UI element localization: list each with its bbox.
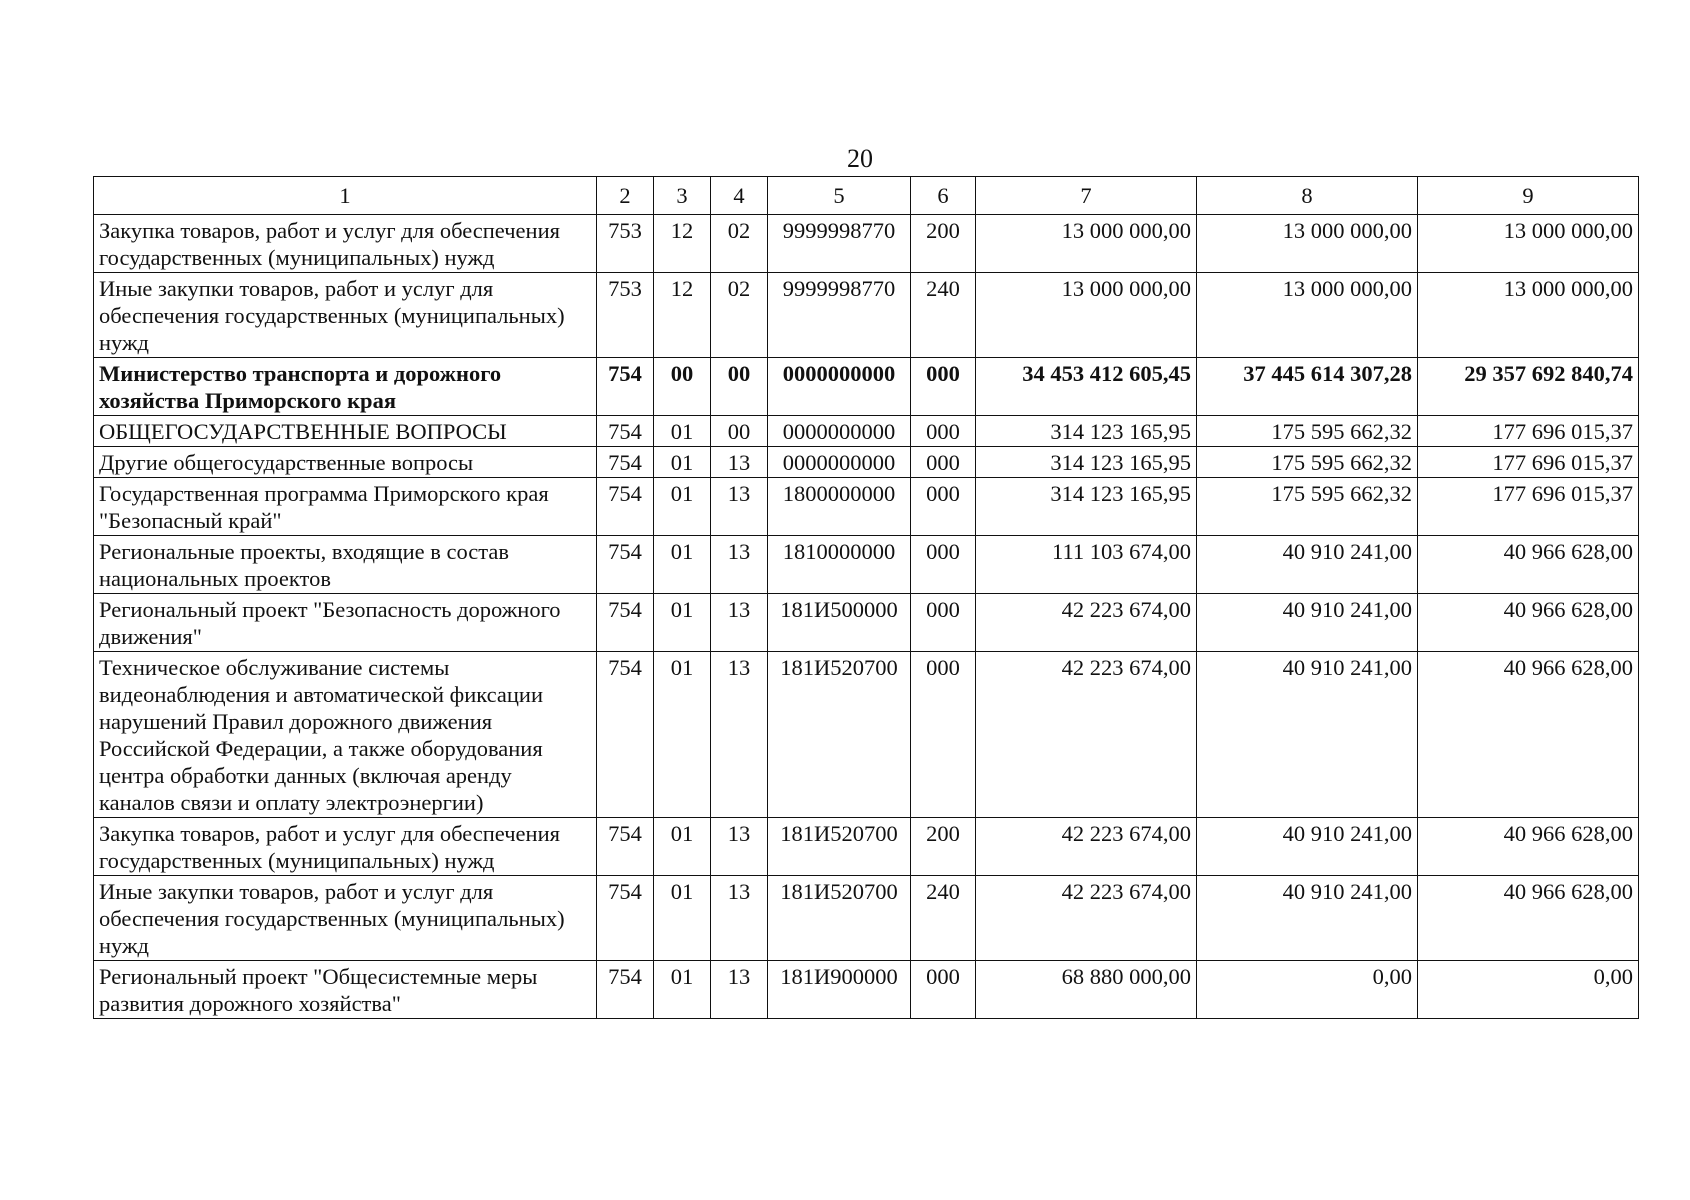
table-row [94,536,1639,594]
expense-type-code: 000 [911,358,976,416]
amount-col-8: 175 595 662,32 [1197,478,1418,536]
amount-col-7: 13 000 000,00 [976,273,1197,358]
expense-type-code: 000 [911,416,976,447]
row-name: Закупка товаров, работ и услуг для обеспечения государственных (муниципальных) нужд [94,215,597,273]
row-name: Региональные проекты, входящие в состав национальных проектов [94,536,597,594]
subsection-code: 13 [711,478,768,536]
table-row [94,876,1639,961]
amount-col-9: 13 000 000,00 [1418,273,1639,358]
expense-type-code: 200 [911,215,976,273]
subsection-code: 13 [711,447,768,478]
amount-col-9: 177 696 015,37 [1418,478,1639,536]
header-row [94,177,1639,215]
table-row [94,447,1639,478]
amount-col-9: 40 966 628,00 [1418,594,1639,652]
expense-type-code: 000 [911,652,976,818]
subsection-code: 13 [711,876,768,961]
row-name: Региональный проект "Общесистемные меры развития дорожного хозяйства" [94,961,597,1019]
amount-col-9: 40 966 628,00 [1418,652,1639,818]
expense-type-code: 000 [911,447,976,478]
admin-code: 754 [597,594,654,652]
column-header-6: 6 [911,177,976,215]
target-article-code: 181И520700 [768,818,911,876]
row-name: Закупка товаров, работ и услуг для обеспечения государственных (муниципальных) нужд [94,818,597,876]
table-row [94,818,1639,876]
amount-col-7: 42 223 674,00 [976,876,1197,961]
admin-code: 754 [597,876,654,961]
column-header-4: 4 [711,177,768,215]
subsection-code: 13 [711,961,768,1019]
section-code: 01 [654,876,711,961]
admin-code: 754 [597,961,654,1019]
amount-col-8: 40 910 241,00 [1197,652,1418,818]
amount-col-7: 42 223 674,00 [976,594,1197,652]
subsection-code: 13 [711,594,768,652]
target-article-code: 0000000000 [768,416,911,447]
subsection-code: 00 [711,358,768,416]
section-code: 01 [654,818,711,876]
target-article-code: 181И520700 [768,652,911,818]
amount-col-8: 175 595 662,32 [1197,447,1418,478]
amount-col-8: 175 595 662,32 [1197,416,1418,447]
amount-col-8: 13 000 000,00 [1197,273,1418,358]
amount-col-7: 111 103 674,00 [976,536,1197,594]
admin-code: 753 [597,215,654,273]
amount-col-9: 0,00 [1418,961,1639,1019]
row-name: ОБЩЕГОСУДАРСТВЕННЫЕ ВОПРОСЫ [94,416,597,447]
amount-col-7: 13 000 000,00 [976,215,1197,273]
amount-col-8: 40 910 241,00 [1197,876,1418,961]
admin-code: 754 [597,478,654,536]
section-code: 01 [654,961,711,1019]
amount-col-9: 177 696 015,37 [1418,416,1639,447]
row-name: Иные закупки товаров, работ и услуг для обеспечения государственных (муниципальных) нужд [94,273,597,358]
amount-col-8: 37 445 614 307,28 [1197,358,1418,416]
table-row [94,273,1639,358]
admin-code: 754 [597,652,654,818]
budget-table [93,176,1639,1019]
target-article-code: 181И500000 [768,594,911,652]
table-row [94,358,1639,416]
expense-type-code: 240 [911,876,976,961]
section-code: 12 [654,273,711,358]
subsection-code: 13 [711,536,768,594]
amount-col-8: 40 910 241,00 [1197,536,1418,594]
section-code: 01 [654,478,711,536]
section-code: 00 [654,358,711,416]
admin-code: 754 [597,536,654,594]
table-row [94,215,1639,273]
row-name: Техническое обслуживание системы видеонаблюдения и автоматической фиксации нарушений Правил дорожного движения Российской Федерации, а также оборудования центра обработки данных (включая аренду каналов связи и оплату электроэнергии) [94,652,597,818]
column-header-1: 1 [94,177,597,215]
target-article-code: 9999998770 [768,273,911,358]
target-article-code: 9999998770 [768,215,911,273]
row-name: Государственная программа Приморского края "Безопасный край" [94,478,597,536]
table-body [94,215,1639,1019]
column-header-2: 2 [597,177,654,215]
amount-col-7: 68 880 000,00 [976,961,1197,1019]
amount-col-8: 0,00 [1197,961,1418,1019]
expense-type-code: 000 [911,478,976,536]
section-code: 01 [654,536,711,594]
amount-col-9: 177 696 015,37 [1418,447,1639,478]
expense-type-code: 000 [911,961,976,1019]
expense-type-code: 200 [911,818,976,876]
amount-col-8: 40 910 241,00 [1197,594,1418,652]
admin-code: 754 [597,416,654,447]
row-name: Министерство транспорта и дорожного хозяйства Приморского края [94,358,597,416]
expense-type-code: 000 [911,594,976,652]
table-row [94,961,1639,1019]
amount-col-7: 34 453 412 605,45 [976,358,1197,416]
section-code: 01 [654,416,711,447]
admin-code: 754 [597,358,654,416]
row-name: Региональный проект "Безопасность дорожного движения" [94,594,597,652]
admin-code: 754 [597,818,654,876]
section-code: 12 [654,215,711,273]
amount-col-9: 40 966 628,00 [1418,818,1639,876]
table-row [94,478,1639,536]
column-header-3: 3 [654,177,711,215]
admin-code: 754 [597,447,654,478]
table-row [94,652,1639,818]
table-row [94,594,1639,652]
expense-type-code: 000 [911,536,976,594]
section-code: 01 [654,447,711,478]
section-code: 01 [654,594,711,652]
amount-col-9: 13 000 000,00 [1418,215,1639,273]
subsection-code: 13 [711,652,768,818]
amount-col-7: 314 123 165,95 [976,447,1197,478]
amount-col-7: 42 223 674,00 [976,818,1197,876]
target-article-code: 0000000000 [768,447,911,478]
amount-col-9: 40 966 628,00 [1418,536,1639,594]
amount-col-7: 42 223 674,00 [976,652,1197,818]
amount-col-7: 314 123 165,95 [976,478,1197,536]
subsection-code: 02 [711,273,768,358]
target-article-code: 181И900000 [768,961,911,1019]
admin-code: 753 [597,273,654,358]
amount-col-7: 314 123 165,95 [976,416,1197,447]
subsection-code: 13 [711,818,768,876]
column-header-7: 7 [976,177,1197,215]
section-code: 01 [654,652,711,818]
amount-col-9: 40 966 628,00 [1418,876,1639,961]
column-header-5: 5 [768,177,911,215]
expense-type-code: 240 [911,273,976,358]
target-article-code: 0000000000 [768,358,911,416]
table-row [94,416,1639,447]
target-article-code: 1800000000 [768,478,911,536]
amount-col-9: 29 357 692 840,74 [1418,358,1639,416]
row-name: Иные закупки товаров, работ и услуг для обеспечения государственных (муниципальных) нужд [94,876,597,961]
column-header-8: 8 [1197,177,1418,215]
amount-col-8: 13 000 000,00 [1197,215,1418,273]
page-number: 20 [847,144,873,173]
target-article-code: 181И520700 [768,876,911,961]
column-header-9: 9 [1418,177,1639,215]
subsection-code: 00 [711,416,768,447]
row-name: Другие общегосударственные вопросы [94,447,597,478]
amount-col-8: 40 910 241,00 [1197,818,1418,876]
target-article-code: 1810000000 [768,536,911,594]
subsection-code: 02 [711,215,768,273]
